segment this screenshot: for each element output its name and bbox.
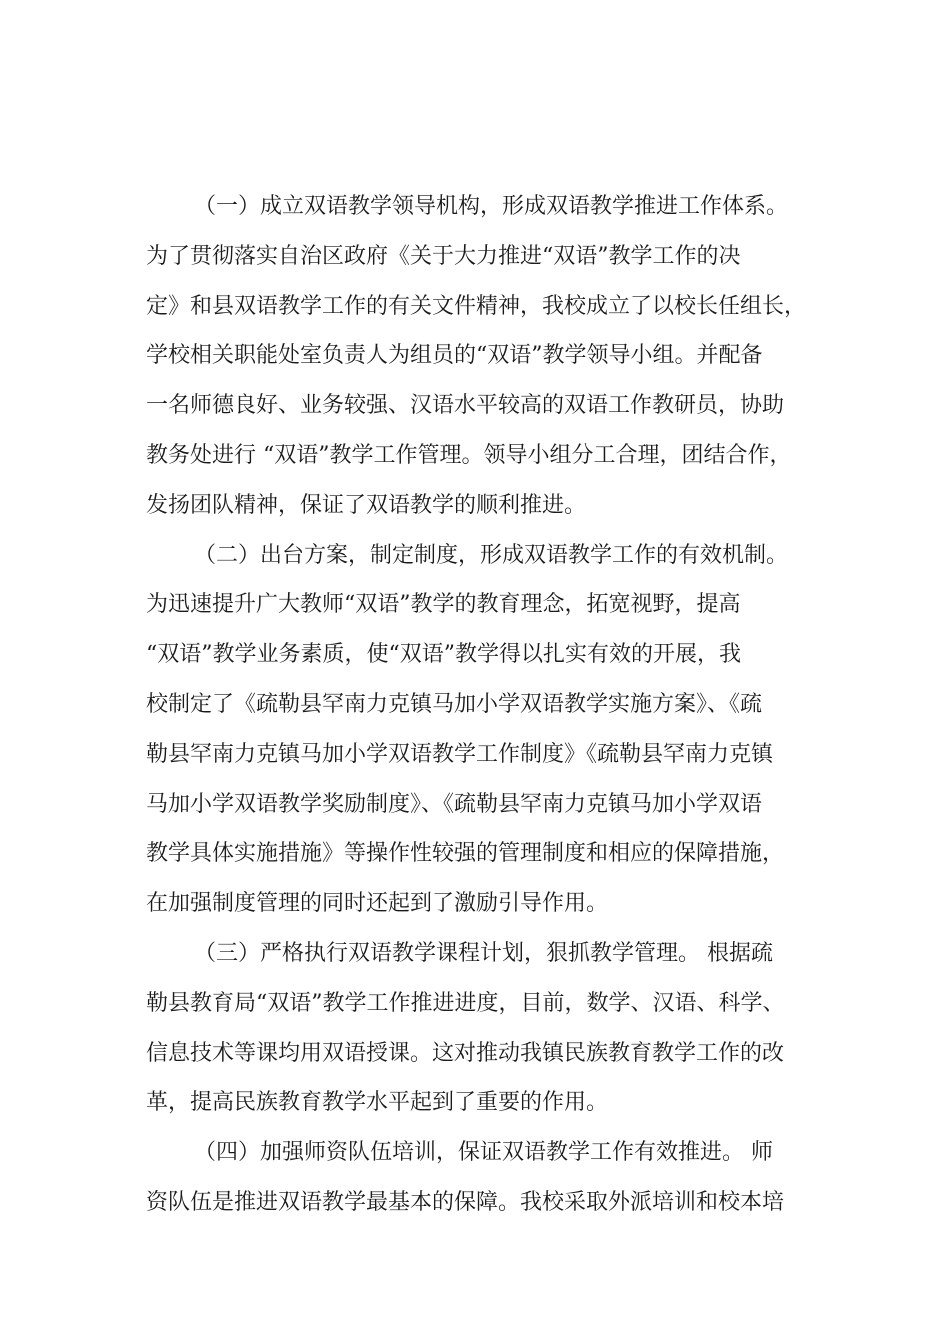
text-line: 勒县教育局“双语”教学工作推进进度，目前，数学、汉语、科学、 (146, 990, 785, 1016)
text-line: 教学具体实施措施》等操作性较强的管理制度和相应的保障措施， (146, 841, 785, 867)
text-line: “双语”教学业务素质，使“双语”教学得以扎实有效的开展，我 (146, 642, 741, 668)
text-line: 校制定了《疏勒县罕南力克镇马加小学双语教学实施方案》、《疏 (146, 691, 763, 717)
text-line: 教务处进行 “双语”教学工作管理。领导小组分工合理，团结合作， (146, 442, 792, 468)
text-line: （一）成立双语教学领导机构，形成双语教学推进工作体系。 (194, 194, 789, 219)
text-line: 一名师德良好、业务较强、汉语水平较高的双语工作教研员，协助 (146, 393, 785, 419)
text-line: 勒县罕南力克镇马加小学双语教学工作制度》《疏勒县罕南力克镇 (146, 741, 774, 767)
text-line: 在加强制度管理的同时还起到了激励引导作用。 (146, 891, 609, 917)
text-line: （四）加强师资队伍培训，保证双语教学工作有效推进。 师 (194, 1140, 773, 1166)
text-line: 为迅速提升广大教师“双语”教学的教育理念，拓宽视野，提高 (146, 592, 741, 618)
text-line: 为了贯彻落实自治区政府《关于大力推进“双语”教学工作的决 (146, 243, 741, 269)
text-line: 马加小学双语教学奖励制度》、《疏勒县罕南力克镇马加小学双语 (146, 791, 763, 817)
text-line: （二）出台方案，制定制度，形成双语教学工作的有效机制。 (194, 542, 789, 568)
body-text (146, 182, 826, 1228)
text-line: 革，提高民族教育教学水平起到了重要的作用。 (146, 1090, 609, 1116)
text-line: 学校相关职能处室负责人为组员的“双语”教学领导小组。并配备 (146, 343, 763, 369)
text-line: 信息技术等课均用双语授课。这对推动我镇民族教育教学工作的改 (146, 1040, 785, 1066)
text-line: 发扬团队精神，保证了双语教学的顺利推进。 (146, 492, 587, 518)
text-line: （三）严格执行双语教学课程计划，狠抓教学管理。 根据疏 (194, 940, 773, 966)
text-line: 资队伍是推进双语教学最基本的保障。我校采取外派培训和校本培 (146, 1189, 785, 1215)
text-line: 定》和县双语教学工作的有关文件精神，我校成立了以校长任组长， (146, 293, 807, 319)
